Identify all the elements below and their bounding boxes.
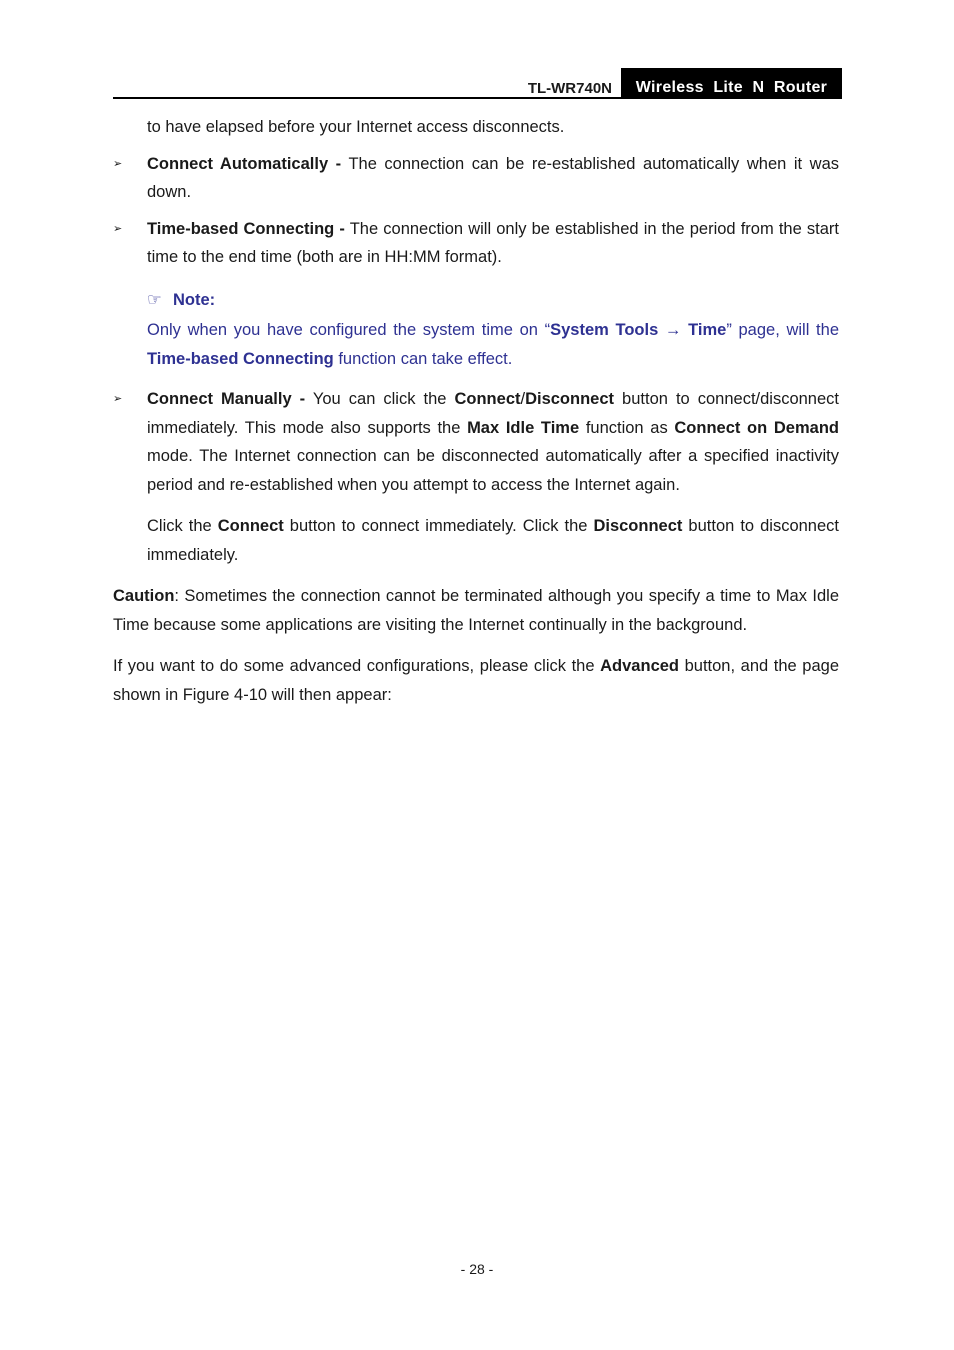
bullet-arrow-icon: ➢ [113, 157, 123, 170]
click-paragraph [113, 512, 839, 569]
item-emphasis: Connect [454, 390, 521, 408]
item-text: / [520, 390, 526, 408]
item-text: function as [579, 418, 675, 437]
header-rule [113, 97, 842, 99]
page-header [113, 68, 842, 98]
note-emphasis: System Tools → Time [550, 321, 727, 339]
model-name: TL-WR740N [527, 80, 612, 97]
list-item [113, 215, 839, 272]
item-emphasis: Max Idle Time [467, 418, 580, 437]
item-text: The connection will only be established in the period from the start time to the end time (both are in HH:MM format). [147, 219, 839, 266]
note-box [113, 286, 839, 374]
page-body [113, 113, 839, 709]
item-text: The connection can be re-established automatically when it was down. [147, 154, 839, 201]
note-text: function can take effect. [333, 349, 513, 368]
item-emphasis: Connect on Demand [674, 418, 839, 437]
item-text: button to connect/disconnect immediately. This mode also supports the [147, 390, 839, 437]
para-emphasis: Connect [217, 517, 284, 535]
item-text: You can click the [305, 390, 455, 408]
para-text: button, and the page shown in Figure 4-10 will then appear: [113, 657, 840, 704]
pointing-hand-icon: ☞ [147, 290, 162, 309]
para-emphasis: Advanced [600, 657, 679, 675]
note-text: Only when you have configured the system time on “ [147, 321, 551, 339]
para-text: Click the [147, 517, 218, 535]
bullet-arrow-icon: ➢ [113, 393, 123, 405]
item-text: mode. The Internet connection can be disconnected automatically after a specified inactivity period and re-established when you attempt to access the Internet again. [147, 447, 839, 494]
para-text: button to disconnect immediately. [147, 517, 839, 564]
para-emphasis: Disconnect [593, 517, 683, 535]
para-text: button to connect immediately. Click the [283, 517, 594, 535]
list-item [113, 150, 839, 207]
page-number: - 28 - [460, 1261, 494, 1277]
note-text: ” page, will the [726, 321, 839, 339]
advanced-paragraph [113, 652, 839, 709]
caution-label: Caution [113, 587, 175, 605]
intro-tail: to have elapsed before your Internet access disconnects. [147, 118, 565, 136]
item-title: Connect Automatically - [147, 154, 342, 173]
list-item [113, 385, 839, 499]
caution-text: : Sometimes the connection cannot be terminated although you specify a time to Max Idle Time because some applications are visiting the Internet continually in the background. [113, 587, 839, 634]
item-title: Connect Manually - [147, 390, 306, 408]
item-emphasis: Disconnect [525, 390, 615, 408]
bullet-arrow-icon: ➢ [113, 222, 123, 235]
product-tag: Wireless Lite N Router [621, 68, 842, 99]
item-title: Time-based Connecting - [147, 219, 345, 238]
note-label: Note: [173, 290, 216, 309]
note-emphasis: Time-based Connecting [147, 349, 334, 368]
para-text: If you want to do some advanced configurations, please click the [113, 657, 601, 675]
caution-paragraph [113, 582, 839, 639]
